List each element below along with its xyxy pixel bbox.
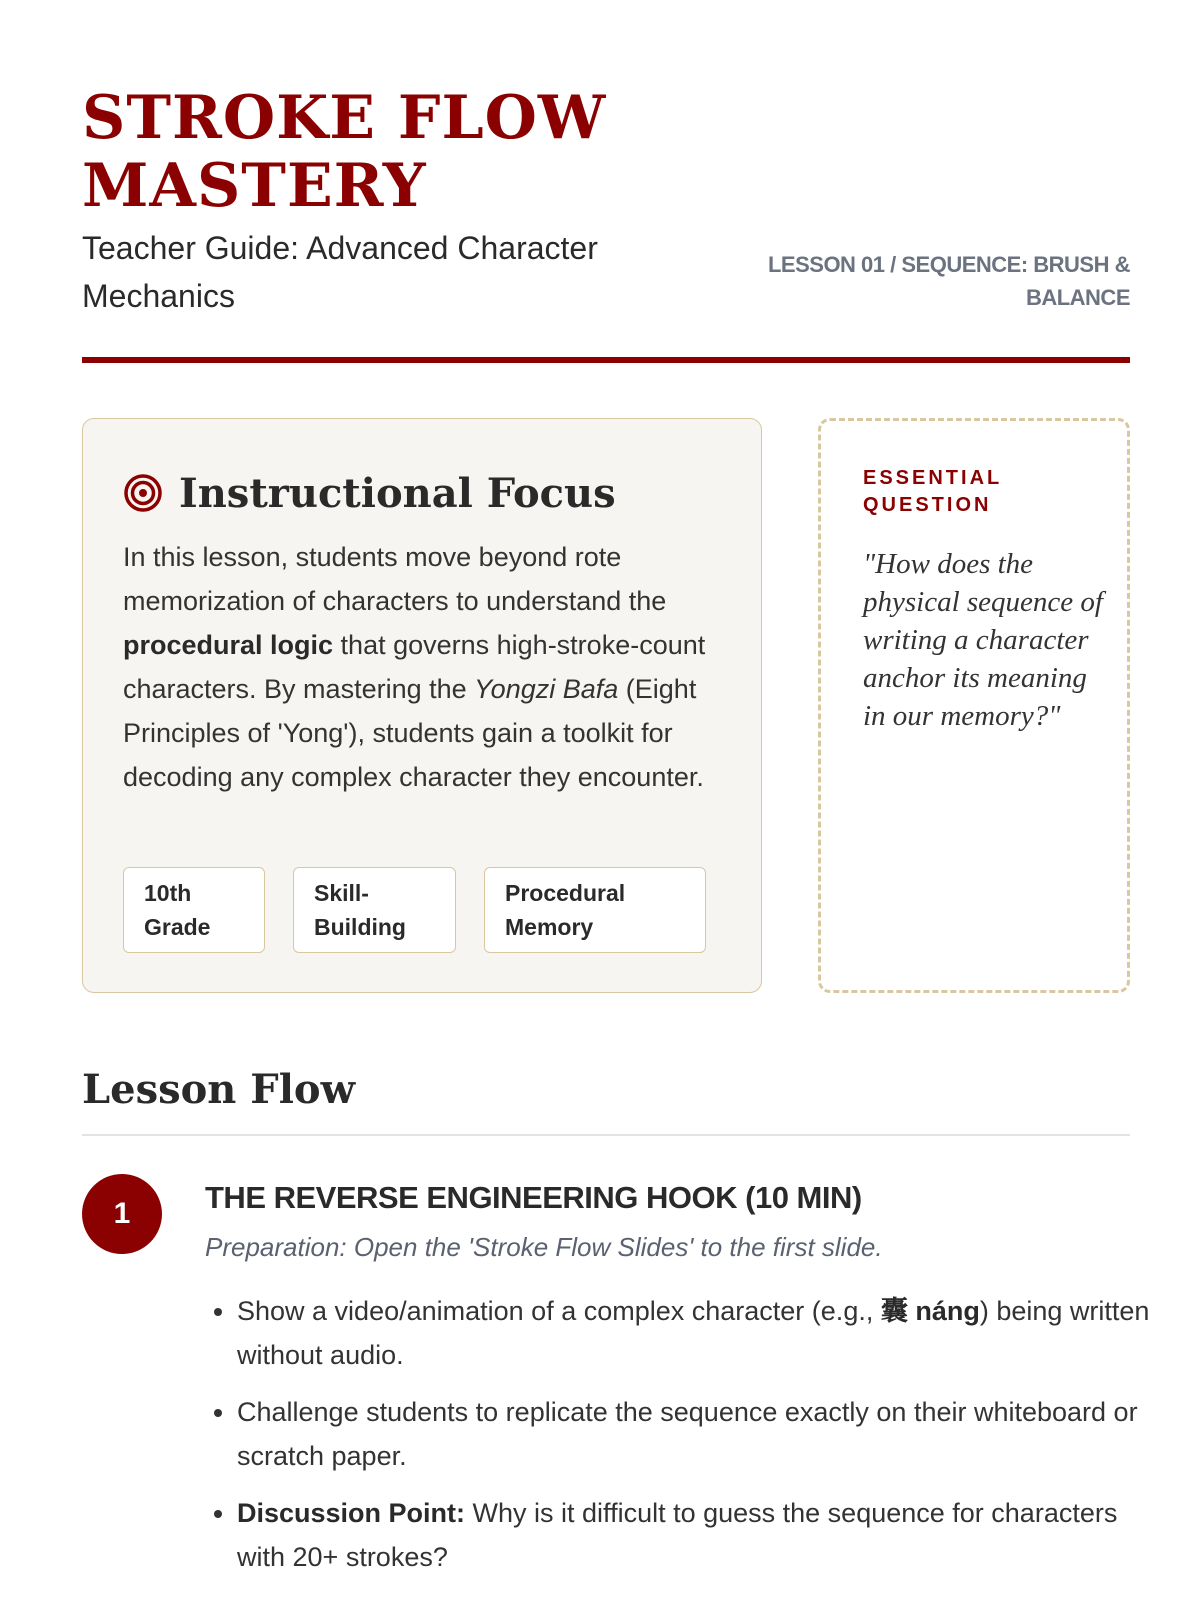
bullet-text: ) being written without audio. xyxy=(237,1296,1150,1370)
bullet-text: Show a video/animation of a complex character (e.g., xyxy=(237,1296,881,1326)
header-divider xyxy=(82,357,1130,363)
essential-question-text: "How does the physical sequence of writing a character anchor its meaning in our memory?" xyxy=(863,548,1103,732)
tag-skill: Skill-Building xyxy=(293,867,456,953)
essential-question-card xyxy=(818,418,1130,993)
focus-title: Instructional Focus xyxy=(179,469,616,517)
focus-body-emphasis: procedural logic xyxy=(123,630,334,660)
lesson-meta: LESSON 01 / SEQUENCE: BRUSH & BALANCE xyxy=(767,252,1130,310)
bullet-text: Why is it difficult to guess the sequence for characters with 20+ strokes? xyxy=(237,1498,1118,1572)
target-icon xyxy=(123,473,163,513)
focus-body-text: In this lesson, students move beyond rote memorization of characters to understand the xyxy=(123,542,667,616)
list-item xyxy=(237,1289,1162,1377)
step-title: THE REVERSE ENGINEERING HOOK (10 MIN) xyxy=(205,1180,862,1215)
step-preparation: Preparation: Open the 'Stroke Flow Slides' to the first slide. xyxy=(205,1232,883,1262)
bullet-text: Challenge students to replicate the sequence exactly on their whiteboard or scratch paper. xyxy=(237,1397,1138,1471)
page-subtitle: Teacher Guide: Advanced Character Mechanics xyxy=(82,230,598,314)
page-title: STROKE FLOW MASTERY xyxy=(82,83,607,221)
step-bullet-list xyxy=(205,1289,1162,1592)
lesson-flow-heading: Lesson Flow xyxy=(82,1066,356,1113)
instructional-focus-card xyxy=(82,418,762,993)
tag-list xyxy=(123,867,706,953)
step-number-badge: 1 xyxy=(82,1174,162,1254)
focus-header xyxy=(123,461,616,525)
focus-description xyxy=(123,535,723,799)
tag-memory: Procedural Memory xyxy=(484,867,706,953)
lesson-flow-divider xyxy=(82,1134,1130,1136)
tag-grade: 10th Grade xyxy=(123,867,265,953)
essential-question-label: ESSENTIAL QUESTION xyxy=(863,467,1002,516)
bullet-emphasis: 囊 náng xyxy=(880,1296,980,1326)
list-item xyxy=(237,1390,1162,1478)
bullet-emphasis: Discussion Point: xyxy=(237,1498,466,1528)
list-item xyxy=(237,1491,1162,1579)
focus-body-term: Yongzi Bafa xyxy=(474,674,619,704)
focus-body-text: (Eight Principles of 'Yong'), students gain a toolkit for decoding any complex character they encounter. xyxy=(123,674,704,792)
focus-body-text: that governs high-stroke-count characters. By mastering the xyxy=(123,630,706,704)
